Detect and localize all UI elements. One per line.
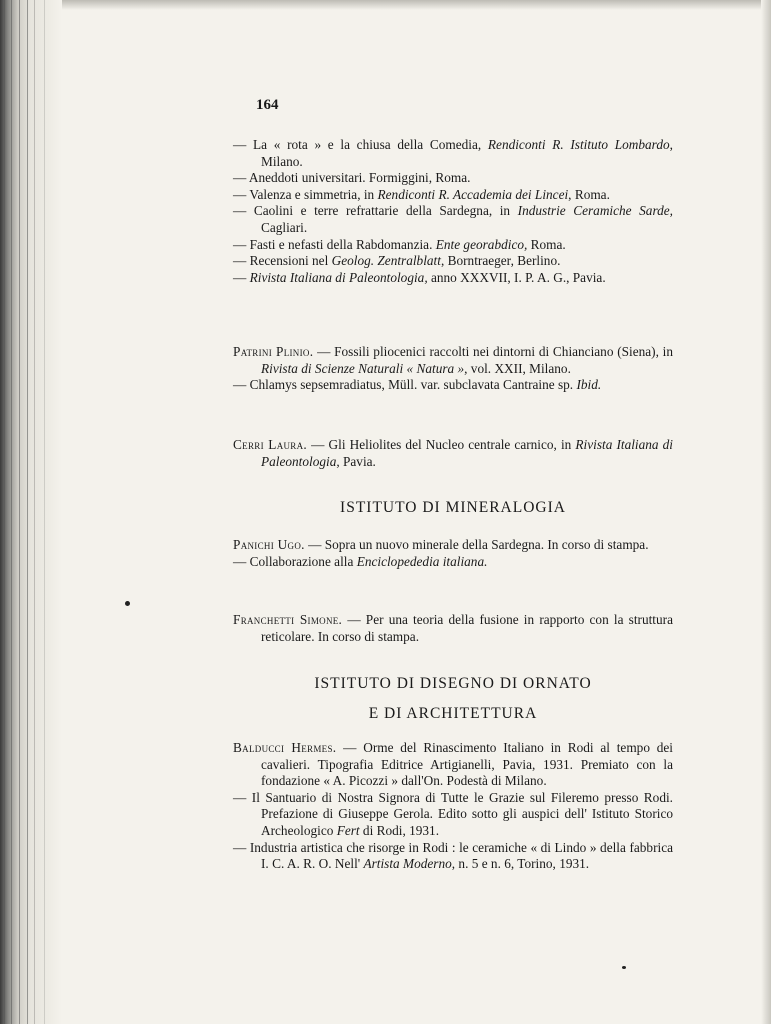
- section-heading-mineralogia: ISTITUTO DI MINERALOGIA: [340, 499, 566, 516]
- entry-text: — Per una teoria della fusione in rapporto con la struttura reticolare. In corso di stampa.: [261, 612, 673, 644]
- bibliography-entry: [233, 612, 673, 645]
- author-name: Franchetti Simone.: [233, 612, 343, 627]
- bibliography-entry: [233, 740, 673, 790]
- section-heading-disegno: ISTITUTO DI DISEGNO DI ORNATO: [314, 675, 592, 692]
- author-name: Cerri Laura.: [233, 437, 308, 452]
- entry-text: , Pavia.: [336, 453, 376, 469]
- publication-title: Rivista Italiana di Paleontologia,: [249, 269, 428, 285]
- bibliography-entry: [233, 270, 673, 287]
- bibliography-entry: [233, 137, 673, 170]
- entry-text: — Fossili pliocenici raccolti nei dintorni di Chianciano (Siena), in: [313, 344, 673, 359]
- entry-text: — Sopra un nuovo minerale della Sardegna. In corso di stampa.: [304, 537, 649, 552]
- bibliography-entry: [233, 237, 673, 254]
- entry-text: , Milano.: [261, 137, 673, 169]
- entry-text: di Rodi, 1931.: [359, 822, 440, 838]
- publication-title: Fert: [336, 822, 360, 838]
- entry-text: anno XXXVII, I. P. A. G., Pavia.: [427, 269, 606, 285]
- ink-speck: [125, 601, 130, 606]
- publication-title: Ente georabdico,: [435, 236, 528, 252]
- entry-text: Aneddoti universitari. Formiggini, Roma.: [248, 170, 471, 186]
- bibliography-entry: [233, 203, 673, 236]
- bibliography-entry: [233, 377, 673, 394]
- publication-title: Rendiconti R. Istituto Lombardo: [487, 137, 670, 152]
- entry-text: — Orme del Rinascimento Italiano in Rodi al tempo dei cavalieri. Tipografia Editrice Artigianelli, Pavia, 1931. Premiato con la fondazione « A. Picozzi » dall'On. Podestà di Milano.: [261, 740, 673, 789]
- bibliography-entry: [233, 437, 673, 470]
- bibliography-group-franchetti: [233, 612, 673, 645]
- entry-text: Caolini e terre refrattarie della Sardegna, in: [253, 203, 518, 219]
- publication-title: Artista Moderno: [363, 856, 452, 872]
- bibliography-entry: [233, 170, 673, 187]
- bibliography-group-balducci: [233, 740, 673, 873]
- publication-title: Rivista di Scienze Naturali « Natura »: [261, 360, 465, 376]
- page-right-edge: [761, 0, 771, 1024]
- entry-text: Recensioni nel: [249, 253, 332, 269]
- bibliography-group-patrini: [233, 344, 673, 394]
- bibliography-entry: [233, 554, 673, 571]
- publication-title: Geolog. Zentralblatt: [331, 253, 441, 269]
- publication-title: Rivista Italiana di Paleontologia: [261, 437, 673, 469]
- bibliography-entry: [233, 253, 673, 270]
- entry-text: Collaborazione alla: [249, 553, 357, 569]
- bibliography-entry: [233, 840, 673, 873]
- entry-text: La « rota » e la chiusa della Comedia,: [253, 137, 488, 152]
- book-spine-shadow: [0, 0, 62, 1024]
- entry-text: , Roma.: [568, 186, 610, 202]
- page-number: 164: [256, 97, 279, 113]
- bibliography-group-panichi: [233, 537, 673, 570]
- entry-text: — Gli Heliolites del Nucleo centrale carnico, in: [307, 437, 576, 452]
- bibliography-entry: [233, 790, 673, 840]
- author-name: Panichi Ugo.: [233, 537, 305, 552]
- section-heading-architettura: E DI ARCHITETTURA: [368, 705, 538, 722]
- publication-title: Enciclopededia italiana.: [356, 553, 488, 569]
- bibliography-entry: [233, 537, 673, 554]
- publication-title: Rendiconti R. Accademia dei Lincei: [377, 186, 569, 202]
- bibliography-group-1: [233, 137, 673, 286]
- page-top-edge: [0, 0, 771, 10]
- bibliography-entry: [233, 344, 673, 377]
- ink-speck: [622, 966, 626, 969]
- entry-text: , n. 5 e n. 6, Torino, 1931.: [451, 856, 590, 872]
- entry-text: Il Santuario di Nostra Signora di Tutte le Grazie sul Fileremo presso Rodi. Prefazione di Giuseppe Gerola. Edito sotto gli auspici dell' Istituto Storico Archeologico: [251, 789, 673, 838]
- author-name: Patrini Plinio.: [233, 344, 314, 359]
- entry-text: Chlamys sepsemradiatus, Müll. var. subclavata Cantraine sp.: [249, 377, 577, 393]
- publication-title: Ibid.: [576, 377, 602, 393]
- entry-text: Roma.: [527, 236, 566, 252]
- entry-text: Industria artistica che risorge in Rodi : le ceramiche « di Lindo » della fabbrica I. C. A. R. O. Nell': [249, 839, 674, 872]
- entry-text: , vol. XXII, Milano.: [464, 360, 571, 376]
- entry-text: Cagliari.: [261, 219, 308, 235]
- publication-title: Industrie Ceramiche Sarde,: [517, 203, 674, 219]
- bibliography-group-cerri: [233, 437, 673, 470]
- entry-text: , Borntraeger, Berlino.: [440, 253, 561, 269]
- entry-text: Valenza e simmetria, in: [249, 186, 378, 202]
- entry-text: Fasti e nefasti della Rabdomanzia.: [249, 236, 436, 252]
- author-name: Balducci Hermes.: [233, 740, 337, 755]
- bibliography-entry: [233, 187, 673, 204]
